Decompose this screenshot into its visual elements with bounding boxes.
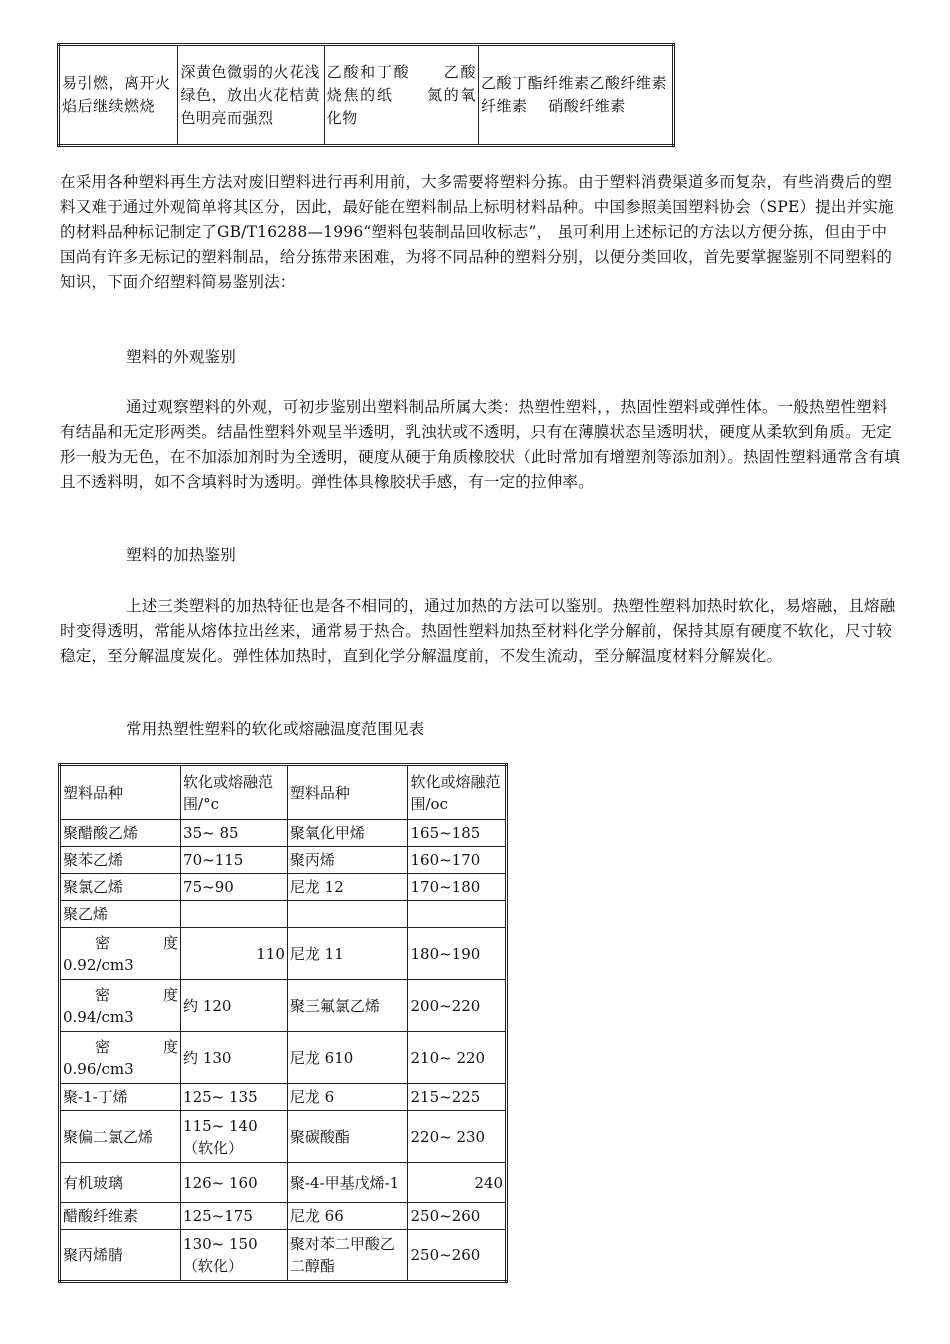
table-row	[60, 1203, 507, 1230]
intro-paragraph: 在采用各种塑料再生方法对废旧塑料进行再利用前，大多需要将塑料分拣。由于塑料消费渠道多而复杂，有些消费后的塑料又难于通过外观简单将其区分，因此，最好能在塑料制品上标明材料品种。中国参照美国塑料协会（SPE）提出并实施的材料品种标记制定了GB/T16288—1996“塑料包装制品回收标志”， 虽可利用上述标记的方法以方便分拣，但由于中国尚有许多无标记的塑料制品，给分拣带来困难，为将不同品种的塑料分别，以便分类回收，首先要掌握鉴别不同塑料的知识，下面介绍塑料简易鉴别法：	[60, 173, 894, 291]
table-cell: 75~90	[181, 874, 288, 901]
table-cell: 240	[408, 1163, 507, 1203]
appearance-paragraph: 通过观察塑料的外观，可初步鉴别出塑料制品所属大类：热塑性塑料，，热固性塑料或弹性体。一般热塑性塑料有结晶和无定形两类。结晶性塑料外观呈半透明，乳浊状或不透明，只有在薄膜状态呈透明状，硬度从柔软到角质。无定形一般为无色，在不加添加剂时为全透明，硬度从硬于角质橡胶状（此时常加有增塑剂等添加剂）。热固性塑料通常含有填且不透料明，如不含填料时为透明。弹性体具橡胶状手感，有一定的拉伸率。	[60, 398, 901, 491]
table-cell: 180~190	[408, 928, 507, 980]
table-row	[60, 980, 507, 1032]
table-cell: 160~170	[408, 847, 507, 874]
table-cell: 聚醋酸乙烯	[60, 820, 181, 847]
table-row	[60, 820, 507, 847]
softening-temperature-table	[58, 763, 508, 1283]
table-cell: 聚偏二氯乙烯	[60, 1111, 181, 1163]
table-row	[60, 874, 507, 901]
header-cell: 软化或熔融范围/oc	[408, 765, 507, 820]
table-row	[60, 847, 507, 874]
table-cell: 110	[181, 928, 288, 980]
table-cell: 约 120	[181, 980, 288, 1032]
table-cell: 醋酸纤维素	[60, 1203, 181, 1230]
table-cell: 126~ 160	[181, 1163, 288, 1203]
table-cell: 尼龙 11	[287, 928, 408, 980]
table-cell: 35~ 85	[181, 820, 288, 847]
table-cell: 聚三氟氯乙烯	[287, 980, 408, 1032]
table-cell: 聚碳酸酯	[287, 1111, 408, 1163]
table-row	[60, 1230, 507, 1282]
table-row	[60, 1032, 507, 1084]
table-cell: 聚丙烯	[287, 847, 408, 874]
table-cell: 170~180	[408, 874, 507, 901]
table-cell: 密 度 0.94/cm3	[60, 980, 181, 1032]
table-cell: 有机玻璃	[60, 1163, 181, 1203]
table-cell: 250~260	[408, 1230, 507, 1282]
table-cell: 聚氧化甲烯	[287, 820, 408, 847]
table-cell: 聚苯乙烯	[60, 847, 181, 874]
table-row	[60, 1111, 507, 1163]
table-cell: 215~225	[408, 1084, 507, 1111]
table-row	[60, 928, 507, 980]
burning-test-table	[57, 43, 675, 147]
table-caption: 常用热塑性塑料的软化或熔融温度范围见表	[126, 720, 425, 738]
table-cell: 尼龙 12	[287, 874, 408, 901]
header-cell: 软化或熔融范围/°c	[181, 765, 288, 820]
table-cell	[181, 901, 288, 928]
table-row	[60, 901, 507, 928]
table-cell: 250~260	[408, 1203, 507, 1230]
table-cell: 尼龙 66	[287, 1203, 408, 1230]
table-row	[59, 45, 674, 146]
table-cell: 易引燃，离开火焰后继续燃烧	[59, 45, 178, 146]
table-cell: 密 度 0.92/cm3	[60, 928, 181, 980]
table-cell: 密 度 0.96/cm3	[60, 1032, 181, 1084]
table-cell: 115~ 140（软化）	[181, 1111, 288, 1163]
table-cell: 深黄色微弱的火花浅绿色，放出火花桔黄色明亮而强烈	[178, 45, 324, 146]
table-cell: 尼龙 6	[287, 1084, 408, 1111]
table-cell: 165~185	[408, 820, 507, 847]
section-heading-heating: 塑料的加热鉴别	[126, 546, 236, 564]
table-cell: 乙酸丁酯纤维素乙酸纤维素 纤维素 硝酸纤维素	[479, 45, 674, 146]
table-cell: 125~175	[181, 1203, 288, 1230]
table-cell: 乙酸和丁酸 乙酸 烧焦的纸 氮的氧化物	[324, 45, 478, 146]
table-cell: 聚-4-甲基戊烯-1	[287, 1163, 408, 1203]
table-cell	[287, 901, 408, 928]
table-cell: 210~ 220	[408, 1032, 507, 1084]
table-cell: 约 130	[181, 1032, 288, 1084]
table-cell	[408, 901, 507, 928]
table-cell: 125~ 135	[181, 1084, 288, 1111]
table-cell: 聚-1-丁烯	[60, 1084, 181, 1111]
heating-paragraph: 上述三类塑料的加热特征也是各不相同的，通过加热的方法可以鉴别。热塑性塑料加热时软化，易熔融，且熔融时变得透明，常能从熔体拉出丝来，通常易于热合。热固性塑料加热至材料化学分解前，保持其原有硬度不软化，尺寸较稳定，至分解温度炭化。弹性体加热时，直到化学分解温度前，不发生流动，至分解温度材料分解炭化。	[60, 597, 896, 665]
table-cell: 尼龙 610	[287, 1032, 408, 1084]
table-cell: 70~115	[181, 847, 288, 874]
table-cell: 200~220	[408, 980, 507, 1032]
table-cell: 聚丙烯腈	[60, 1230, 181, 1282]
header-cell: 塑料品种	[287, 765, 408, 820]
table-cell: 220~ 230	[408, 1111, 507, 1163]
table-cell: 聚对苯二甲酸乙二醇酯	[287, 1230, 408, 1282]
table-cell: 聚乙烯	[60, 901, 181, 928]
table-cell: 130~ 150（软化）	[181, 1230, 288, 1282]
table-header-row	[60, 765, 507, 820]
table-row	[60, 1084, 507, 1111]
header-cell: 塑料品种	[60, 765, 181, 820]
table-cell: 聚氯乙烯	[60, 874, 181, 901]
table-row	[60, 1163, 507, 1203]
section-heading-appearance: 塑料的外观鉴别	[126, 348, 236, 366]
